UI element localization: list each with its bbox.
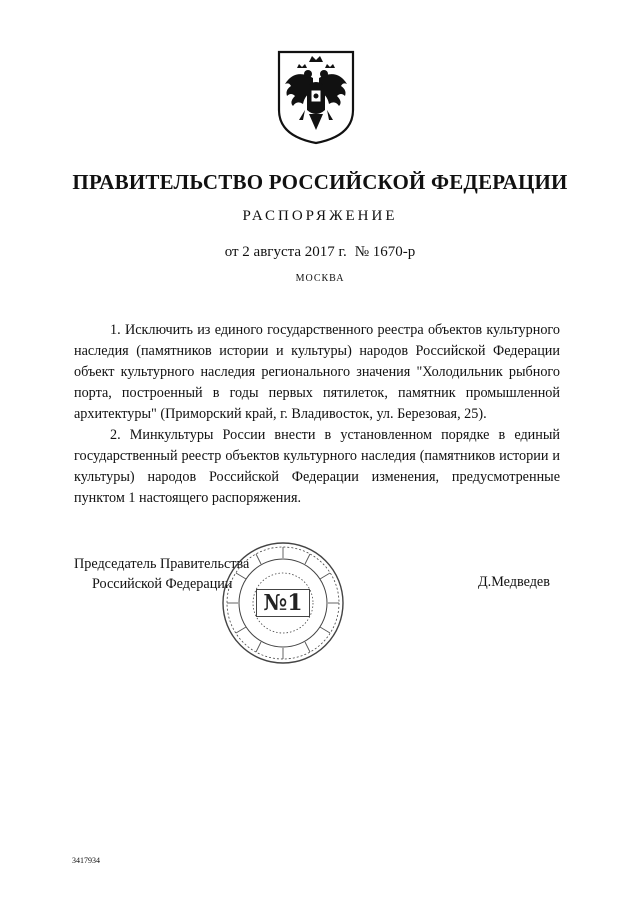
seal-number-text: №1 [256,589,309,617]
signatory-position-line1: Председатель Правительства [74,556,250,572]
document-date-line [0,244,640,261]
document-number: № 1670-р [354,244,416,260]
signatory-position [74,554,249,594]
paragraph-1: 1. Исключить из единого государственного реестра объектов культурного наследия (памятников истории и культуры) народов Российской Федерации объект культурного наследия регионального значения "Холодильник рыбного порта, построенный в годы первых пятилеток, памятник промышленной архитектуры" (Приморский край, г. Владивосток, ул. Березовая, 25). [74,322,560,422]
footer-code: 3417934 [72,856,100,865]
signatory-position-line2: Российской Федерации [92,576,233,592]
coat-of-arms-icon [275,48,357,146]
government-title: ПРАВИТЕЛЬСТВО РОССИЙСКОЙ ФЕДЕРАЦИИ [72,170,568,194]
signatory-name: Д.Медведев [478,574,550,590]
document-city: МОСКВА [295,273,345,284]
document-type: РАСПОРЯЖЕНИЕ [242,208,398,224]
document-date: от 2 августа 2017 г. [224,244,347,260]
document-body [74,320,560,509]
paragraph-2: 2. Минкультуры России внести в установленном порядке в единый государственный реестр объектов культурного наследия (памятников истории и культуры) народов Российской Федерации изменения, предусмотренные пунктом 1 настоящего распоряжения. [74,427,560,506]
